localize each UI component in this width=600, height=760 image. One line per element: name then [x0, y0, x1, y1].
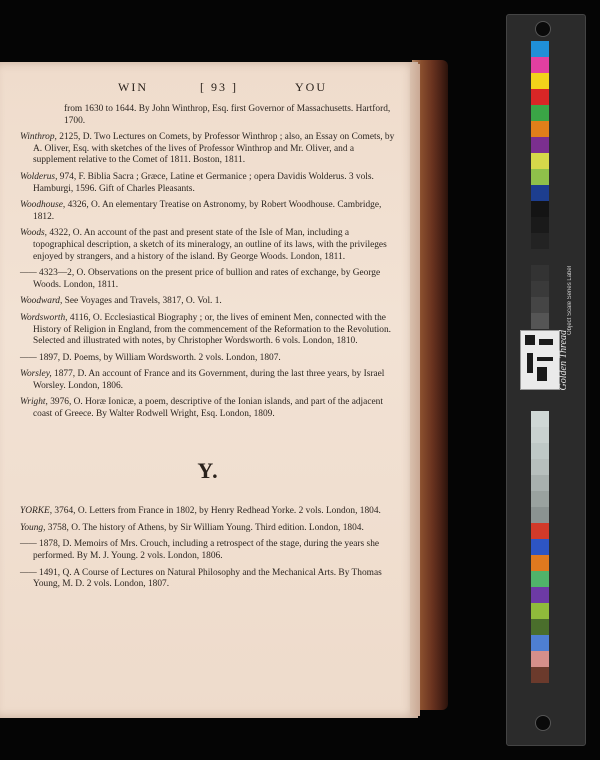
- color-swatch: [531, 667, 549, 683]
- catalog-content: [20, 104, 396, 596]
- color-swatch: [531, 539, 549, 555]
- entry-author: ——: [20, 539, 37, 550]
- color-swatch: [531, 507, 549, 523]
- catalog-entry: [20, 132, 396, 167]
- color-swatch: [531, 427, 549, 443]
- entry-author: Wolderus,: [20, 171, 58, 182]
- color-swatch: [531, 281, 549, 297]
- w-entries: [20, 104, 396, 421]
- hole-icon: [535, 715, 551, 731]
- entry-text: 3764, O. Letters from France in 1802, by Henry Redhead Yorke. 2 vols. London, 1804.: [52, 506, 381, 517]
- entry-author: Woodhouse,: [20, 200, 66, 211]
- color-swatch: [531, 265, 549, 281]
- entry-text: 4326, O. An elementary Treatise on Astronomy, by Robert Woodhouse. Cambridge, 1812.: [33, 200, 382, 222]
- resolution-target: [520, 330, 560, 390]
- catalog-entry: [20, 369, 396, 392]
- color-swatch: [531, 555, 549, 571]
- color-swatches-bottom: [531, 411, 549, 683]
- catalog-entry: [20, 172, 396, 195]
- entry-text: 1877, D. An account of France and its Government, during the last three years, by Israel Worsley. London, 1806.: [33, 369, 385, 391]
- color-swatch: [531, 651, 549, 667]
- entry-author: Worsley,: [20, 369, 52, 380]
- color-swatch: [531, 185, 549, 201]
- catalog-entry: [20, 313, 396, 348]
- catalog-entry: [20, 523, 396, 535]
- brand-label: Golden Thread: [558, 330, 569, 391]
- color-swatch: [531, 169, 549, 185]
- color-swatch: [531, 233, 549, 249]
- entry-author: Wordsworth,: [20, 312, 68, 323]
- header-right-word: YOU: [295, 80, 327, 94]
- color-swatch: [531, 297, 549, 313]
- entry-text: from 1630 to 1644. By John Winthrop, Esq. first Governor of Massachusetts. Hartford, 1700.: [64, 104, 391, 126]
- entry-author: Young,: [20, 522, 46, 533]
- color-swatch: [531, 587, 549, 603]
- color-swatch: [531, 201, 549, 217]
- color-swatch: [531, 41, 549, 57]
- catalog-entry: [20, 268, 396, 291]
- color-swatch: [531, 523, 549, 539]
- color-swatch: [531, 491, 549, 507]
- color-swatch: [531, 475, 549, 491]
- color-swatch: [531, 121, 549, 137]
- color-swatch: [531, 635, 549, 651]
- entry-author: Winthrop,: [20, 132, 57, 143]
- entry-author: Woods,: [20, 228, 48, 239]
- catalog-entry: [20, 539, 396, 562]
- entry-author: YORKE,: [20, 506, 53, 517]
- page-number: [ 93 ]: [200, 80, 238, 94]
- entry-text: 1491, Q. A Course of Lectures on Natural Philosophy and the Mechanical Arts. By Thomas Young, M. D. 2 vols. London, 1807.: [33, 567, 382, 590]
- catalog-entry: [20, 296, 396, 308]
- color-swatch: [531, 411, 549, 427]
- catalog-entry: [20, 506, 396, 518]
- entry-text: 2125, D. Two Lectures on Comets, by Professor Winthrop ; also, an Essay on Comets, by A. Oliver, Esq. with sketches of the lives of Professor Winthrop and Mr. Oliver, and a supplement relative to the Comet of 1811. Boston, 1811.: [33, 132, 395, 166]
- color-swatch: [531, 313, 549, 329]
- entry-author: ——: [20, 268, 37, 279]
- entry-text: See Voyages and Travels, 3817, O. Vol. 1.: [62, 296, 222, 307]
- catalog-entry: [20, 104, 396, 127]
- catalog-entry: [20, 568, 396, 591]
- catalog-entry: [20, 228, 396, 263]
- entry-text: 3976, O. Horæ Ionicæ, a poem, descriptive of the Ionian islands, and part of the adjacent coast of Greece. By Walter Rodwell Wright, Esq. London, 1809.: [33, 397, 383, 420]
- header-left-word: WIN: [118, 80, 148, 94]
- hole-icon: [535, 21, 551, 37]
- entry-text: 1878, D. Memoirs of Mrs. Crouch, including a retrospect of the stage, during the years she performed. By M. J. Young. 2 vols. London, 1806.: [33, 539, 380, 562]
- color-swatch: [531, 105, 549, 121]
- page-edge: [410, 64, 420, 716]
- y-entries: [20, 506, 396, 591]
- color-swatch: [531, 619, 549, 635]
- color-swatch: [531, 603, 549, 619]
- entry-author: Woodward,: [20, 296, 63, 307]
- entry-author: Wright,: [20, 397, 48, 408]
- card-label: Object Scale Series Label: [567, 265, 573, 335]
- color-swatch: [531, 249, 549, 265]
- color-swatch: [531, 217, 549, 233]
- entry-text: 4116, O. Ecclesiastical Biography ; or, the lives of eminent Men, connected with the History of Religion in England, from the commencement of the Reformation to the Revolution. Selected and illustrated with notes, by Christopher Wordsworth. 6 vols. London, 1810.: [33, 312, 391, 347]
- entry-text: 3758, O. The history of Athens, by Sir William Young. Third edition. London, 1804.: [45, 522, 364, 533]
- entry-text: 4323—2, O. Observations on the present price of bullion and rates of exchange, by George Woods. London, 1811.: [33, 268, 381, 290]
- color-swatches-top: [531, 41, 549, 329]
- color-swatch: [531, 73, 549, 89]
- catalog-entry: [20, 397, 396, 420]
- color-swatch: [531, 153, 549, 169]
- color-swatch: [531, 57, 549, 73]
- color-swatch: [531, 137, 549, 153]
- color-swatch: [531, 443, 549, 459]
- running-header: [0, 80, 418, 100]
- entry-text: 974, F. Biblia Sacra ; Græce, Latine et Germanice ; opera Davidis Wolderus. 3 vols. Hamburgi, 1596. Gift of Charles Pleasants.: [33, 171, 374, 194]
- color-swatch: [531, 89, 549, 105]
- catalog-entry: [20, 200, 396, 223]
- entry-author: ——: [20, 567, 37, 578]
- entry-text: 4322, O. An account of the past and present state of the Isle of Man, including a topographical description, a sketch of its mineralogy, an outline of its laws, with the privileges enjoyed by strangers, and a history of the island. By George Woods. London, 1811.: [33, 228, 387, 262]
- catalog-entry: [20, 353, 396, 365]
- section-letter: Y.: [197, 457, 219, 483]
- entry-author: ——: [20, 352, 37, 363]
- color-swatch: [531, 459, 549, 475]
- color-swatch: [531, 571, 549, 587]
- entry-text: 1897, D. Poems, by William Wordsworth. 2 vols. London, 1807.: [36, 352, 281, 363]
